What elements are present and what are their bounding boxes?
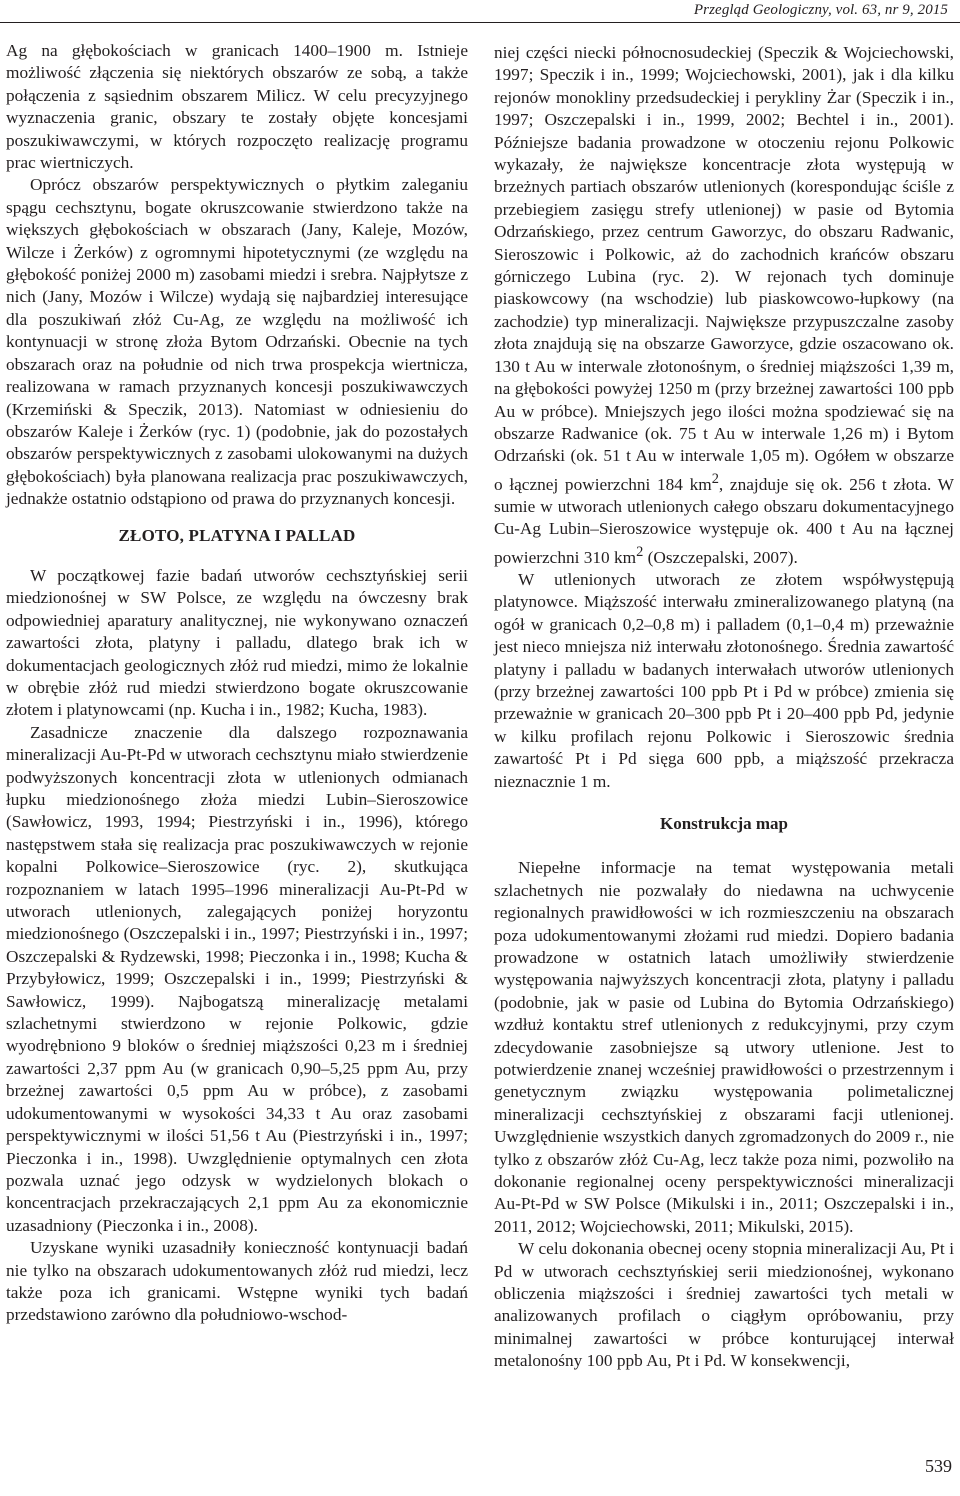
paragraph: Uzyskane wyniki uzasadniły konieczność kontynuacji badań nie tylko na obszarach udokumentowanych złóż rud miedzi, lecz także poza ich granicami. Wstępne wyniki tych badań przedstawiono zarówno dla południowo-wschod- [6, 1238, 468, 1325]
subsection-heading: Konstrukcja map [660, 813, 788, 833]
left-column [6, 40, 468, 1327]
superscript: 2 [711, 470, 719, 487]
paragraph: W utlenionych utworach ze złotem współwystępują platynowce. Miąższość interwału zmineralizowanego platyną (na ogół w granicach 0,2–0,8 m) i palladem (0,1–0,4 m) przeważnie jest nieco mniejsza niż interwału złotonośnego. Średnia zawartość platyny i palladu w badanych interwałach utworów utlenionych (przy brzeżnej zawartości 100 ppb Pt i Pd w próbce) zmienia się przeważnie w granicach 20–300 ppb Pt i 20–400 ppb Pd, jedynie w kilku profilach rejonu Polkowic i Sieroszowic średnia zawartość Pt i Pd sięga 600 ppb, a miąższość przekracza nieznacznie 1 m. [494, 569, 954, 791]
running-head: Przegląd Geologiczny, vol. 63, nr 9, 2015 [693, 2, 948, 18]
paragraph: W początkowej fazie badań utworów cechsztyńskiej serii miedzionośnej w SW Polsce, ze względu na ówczesny brak odpowiedniej aparatury analitycznej, nie wykonywano oznaczeń zawartości złota, platyny i palladu, dlatego brak ich w dokumentacjach geologicznych złóż rud miedzi, mimo że lokalnie w obrębie złóż rud miedzi stwierdzono bogate okruszcowanie złotem i platynowcami (np. Kucha i in., 1982; Kucha, 1983). [6, 565, 468, 720]
section-heading: ZŁOTO, PLATYNA I PALLAD [118, 525, 356, 545]
paragraph: Zasadnicze znaczenie dla dalszego rozpoznawania mineralizacji Au-Pt-Pd w utworach cechsztynu miało stwierdzenie podwyższonych koncentracji złota w utlenionych odmianach łupku miedzionośnego złoża miedzi Lubin–Sieroszowice (Sawłowicz, 1993, 1994; Piestrzyński i in., 1996), którego następstwem stała się realizacja prac poszukiwawczych w rejonie kopalni Polkowice–Sieroszowice (ryc. 2), skutkująca rozpoznaniem w latach 1995–1996 mineralizacji Au-Pt-Pd w utworach utlenionych, zalegających poniżej horyzontu miedzionośnego (Oszczepalski i in., 1997; Piestrzyński i in., 1997; Oszczepalski & Rydzewski, 1998; Pieczonka i in., 1998; Kucha & Przybyłowicz, 1999; Oszczepalski i in., 1999; Piestrzyński & Sawłowicz, 1999). Najbogatszą mineralizację metalami szlachetnymi stwierdzono w rejonie Polkowic, gdzie wyodrębniono 9 bloków o średniej miąższości 0,23 m i średniej zawartości 2,37 ppm Au (w granicach 0,90–5,25 ppm Au, przy brzeżnej zawartości 0,5 ppm Au w próbce), z zasobami udokumentowanymi w wysokości 34,33 t Au oraz zasobami perspektywicznymi w ilości 51,56 t Au (Piestrzyński i in., 1997; Pieczonka i in., 1998). Uwzględnienie optymalnych cen złota pozwala uznać jego odzysk w wydzielonych blokach o koncentracjach przekraczających 2,1 ppm Au za ekonomicznie uzasadniony (Pieczonka i in., 2008). [6, 722, 468, 1235]
paragraph: Oprócz obszarów perspektywicznych o płytkim zaleganiu spągu cechsztynu, bogate okruszcowanie stwierdzono także na większych głębokościach w obszarach (Jany, Kaleje, Mozów, Wilcze i Żerków) z ogromnymi hipotetycznymi (ze względu na głębokość poniżej 2000 m) zasobami miedzi i srebra. Najpłytsze z nich (Jany, Mozów i Wilcze) wydają się najbardziej interesujące dla poszukiwań złóż Cu-Ag, ze względu na możliwość ich kontynuacji w stronę złoża Bytom Odrzański. Obecnie na tych obszarach oraz na południe od nich trwa prospekcja wiertnicza, realizowana w ramach przyznanych koncesji poszukiwawczych (Krzemiński & Speczik, 2013). Natomiast w odniesieniu do obszarów Kaleje i Żerków (ryc. 1) (podobnie, jak do pozostałych obszarów perspektywicznych z zasobami ulokowanymi na dużych głębokościach) była planowana realizacja prac poszukiwawczych, jednakże ostatnio odstąpiono od prawa do przyznanych koncesji. [6, 175, 468, 509]
paragraph-text: niej części niecki północnosudeckiej (Speczik & Wojciechowski, 1997; Speczik i in., 1999; Wojciechowski, 2001), jak i dla kilku rejonów monokliny przedsudeckiej i perykliny Żar (Speczik i in., 1997; Oszczepalski i in., 1999, 2002; Bechtel i in., 2001). Późniejsze badania prowadzone w otoczeniu rejonu Polkowic wykazały, że największe koncentracje złota występują w brzeżnych partiach obszarów utlenionych (korespondując ściśle z przebiegiem zasięgu strefy utlenionej) w pasie od Bytomia Odrzańskiego, przez centrum Gaworzyc, do obszaru Radwanic, Sieroszowic i Polkowic, aż do zachodnich krańców obszaru górniczego Lubina (ryc. 2). W rejonach tych dominuje piaskowcowy (na wschodzie) lub piaskowcowo-łupkowy (na zachodzie) typ mineralizacji. Największe przypuszczalne zasoby złota znajdują się na obszarze Gaworzyce, gdzie oszacowano ok. 130 t Au w interwale złotonośnym, o średniej miąższości 1,39 m, na głębokości powyżej 1250 m (przy brzeżnej zawartości 100 ppb Au w próbce). Mniejszych jego ilości można spodziewać się na obszarze Radwanice (ok. 75 t Au w interwale 1,26 m) i Bytom Odrzański (ok. 51 t Au w interwale 1,05 m). Ogółem w obszarze o łącznej powierzchni 184 km [494, 43, 954, 494]
page-number: 539 [925, 1456, 952, 1476]
paragraph [494, 42, 954, 569]
superscript: 2 [636, 543, 644, 560]
paragraph: Ag na głębokościach w granicach 1400–1900 m. Istnieje możliwość złączenia się niektórych obszarów ze sobą, a także połączenia z sąsiednim obszarem Milicz. W celu precyzyjnego wyznaczenia granic, obszary te zostały objęte koncesjami poszukiwawczymi, w których rozpoczęto realizację programu prac wiertniczych. [6, 41, 468, 173]
paragraph: W celu dokonania obecnej oceny stopnia mineralizacji Au, Pt i Pd w utworach cechsztyńskiej serii miedzionośnej, wykonano obliczenia miąższości i średniej zawartości tych metali w analizowanych profilach o ciągłym opróbowaniu, przy minimalnej zawartości w próbce konturującej interwał metalonośny 100 ppb Au, Pt i Pd. W konsekwencji, [494, 1239, 954, 1371]
paragraph: Niepełne informacje na temat występowania metali szlachetnych nie pozwalały do niedawna na uchwycenie regionalnych prawidłowości w ich rozmieszczeniu na obszarach poza udokumentowanymi złożami rud miedzi. Dopiero badania prowadzone w ostatnich latach umożliwiły stwierdzenie występowania najwyższych koncentracji złota, platyny i palladu (podobnie, jak w pasie od Lubina do Bytomia Odrzańskiego) wzdłuż kontaktu stref utlenionych z redukcyjnymi, przy czym zdecydowanie zasobniejsze są utwory utlenione. Jest to potwierdzenie znanej wcześniej prawidłowości o przestrzennym i genetycznym związku występowania polimetalicznej mineralizacji cechsztyńskiej z obszarami facji utlenionej. Uwzględnienie wszystkich danych zgromadzonych do 2009 r., nie tylko z obszarów złóż Cu-Ag, lecz także poza nimi, pozwoliło na dokonanie regionalnej oceny perspektywiczności mineralizacji Au-Pt-Pd w SW Polsce (Mikulski i in., 2011; Oszczepalski i in., 2011, 2012; Wojciechowski, 2011; Mikulski, 2015). [494, 858, 954, 1236]
paragraph-text: (Oszczepalski, 2007). [643, 547, 798, 567]
header-rule [0, 22, 960, 23]
paragraph-text: , znajduje się ok. 256 t złota. W sumie w utworach utlenionych całego obszaru dokumentacyjnego Cu-Ag Lubin–Sieroszowice występuje ok. 400 t Au na łącznej powierzchni 310 km [494, 474, 954, 567]
right-column [494, 42, 954, 1373]
